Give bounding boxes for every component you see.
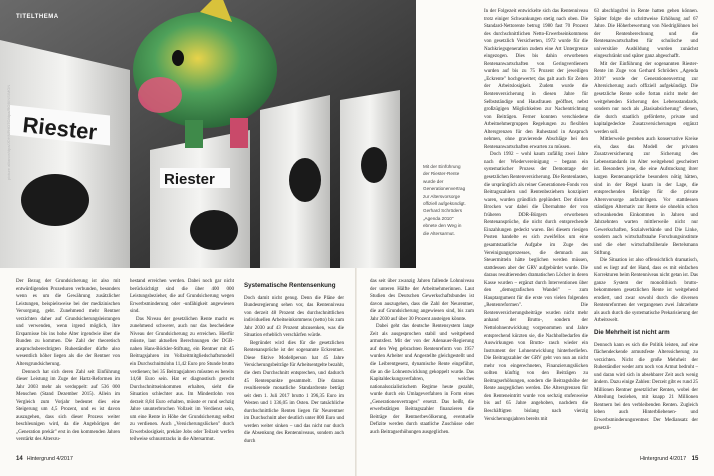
paragraph: Mittlerweile gestehen auch konservative Kreise ein, dass das Modell der privaten Zusatzversicherung zur Sicherung des Lebensstandards im Alter weitgehend gescheitert ist. Besonders jene, die eine Aufstockung ihrer kargen Rentenansprüche besonders nötig hätten, sind in der Regel kaum in der Lage, die entsprechenden Beiträge für die private Altersvorsorge aufzubringen. Vor stattdessen ständigen Alternativ zur Rente sie ohnehin schon schwankenden Einkommen in Jahren und Jahrzehnten warten mittlerweile nicht nur Gewerkschaften, Sozialverbände und Die Linke, sondern auch wirtschaftsnahe Forschungsinstitute und die eher wirtschaftsliberale Bertelsmann Stiftung. bbox=[594, 137, 698, 256]
paragraph: Dennoch kann es sich die Politik leisten, auf eine flächendeckende armutsfeste Alterssicherung zu verzichten. Nicht die große Mehrheit der Ruheständler weder arm noch von Armut bedroht – und daran wird sich in absehbarer Zeit auch wenig ändern. Dazu einige Zahlen: Derzeit gibt es rund 25 Millionen Rentner gesetzlicher Renten, wobei der Abteilung beziehen, mit knapp 21 Millionen Rentnern bei den verbleibenden Renten. Zugleich leben auch Hinterbliebenen- und Erwerbsminderungsrentner. Der Mediansatz der gesetzli- bbox=[594, 342, 698, 431]
paragraph: hestand erreichen werden. Dabei noch gar nicht berücksichtigt sind die über 400 000 Leistungsbezieher, die auf Grundsicherung wegen Erwerbsminderung oder -unfähigkeit angewiesen sind. bbox=[130, 279, 234, 315]
paragraph: Der Bezug der Grundsicherung ist also mit entwürdigenden Prozeduren verbunden, besonders wenn es um die Gewährung zusätzlicher Leistungen, beispielsweise bei der medizinischen Versorgung, geht. Zunehmend mehr Rentner verzichten daher auf Grundsicherungsleistungen und verwenden, wenn irgend möglich, ihre Ersparnisse bis ins hohe Alter irgendwie über die Runden zu kommen. Die Zahl der theoretisch anspruchsberechtigten Ruheständler dürfte also wesentlich höher liegen als die der Rentner von Altersgrundsicherung. bbox=[16, 279, 120, 368]
column-4 bbox=[370, 278, 474, 436]
paragraph: 63 abschlagsfrei in Rente hatten gehen können. Später folgte die schrittweise Erhöhung auf 67 Jahre. Die Höherbewertung von Niedriglöhnen bei der Rentenberechnung und die Rentenanwartschaften für schulische und universitäre Ausbildung wurden zunächst eingeschränkt und später ganz abgeschafft. bbox=[594, 9, 698, 60]
paragraph: Doch damit nicht genug. Denn die Pläne der Bundesregierung sehen vor, das Rentenniveau von derzeit 48 Prozent des durchschnittlichen individuellen Arbeitseinkommens (netto) bis zum Jahr 2030 auf 43 Prozent abzusenken, was die Situation erheblich verschärfen würde. bbox=[244, 295, 344, 339]
cover-photo bbox=[0, 0, 416, 268]
column-5 bbox=[484, 8, 588, 423]
column-1 bbox=[16, 278, 120, 444]
publication-name: Hintergrund 4/2017 bbox=[640, 456, 687, 462]
photo-caption: Mit der Einführung der Riester-Rente wurde der Generationenvertrag zur Altersvorsorge offiziell aufgekündigt. Gerhard Schröders „Agenda 2010" ebnete den Weg in die Altersarmut. bbox=[423, 164, 466, 236]
column-6 bbox=[594, 8, 698, 432]
paragraph: Dennoch hat sich deren Zahl seit Einführung dieser Leistung im Zuge der Hartz-Reformen im Jahr 2003 mehr als verdoppelt: auf 536 000 Menschen (Stand Dezember 2015). Allein im Vergleich zum Vorjahr bedeutet dies eine Steigerung um 4,5 Prozent, und es ist davon auszugehen, dass sich dieser Prozess weiter beschleunigen wird, da die Angehörigen der „Generation prekär" erst in den kommenden Jahren verstärkt des Altersru- bbox=[16, 369, 120, 443]
paragraph: Begründet wird dies für die gesetzlichen Rentenansprüche ist der sogenannte Eckrentner. Diese fiktive Modellperson hat 45 Jahre Versicherungsbeiträge für Arbeitsentgelte bezahlt, die dem Durchschnitt entsprechen, und dadurch 45 Rentenpunkte gesammelt. Die daraus resultierende monatliche Standardrente beträgt seit dem 1. Juli 2017 brutto 1 396,35 Euro im Westen und 1 336,05 im Osten. Der tatsächliche durchschnittliche Renten liegen für Neurentner im Durchschnitt aber deutlich unter 800 Euro und werden weiter sinken – und das nicht nur durch die Absenkung des Rentenniveaus, sondern auch durch bbox=[244, 340, 344, 444]
binder-3 bbox=[260, 95, 330, 268]
paragraph: Dabei geht das deutsche Rentensystem lange Zeit als ausgesprochen stabil und weitgehend armutsfest. Mit der von der Adenauer-Regierung auf den Weg gebrachten Rentenreform von 1957 wurden Arbeiter und Angestellte gleichgestellt und die Leibrentgesetz, dynamische Rente eingeführt, die an die Lohnentwicklung gekoppelt wurde. Das Kapitaldeckungsverfahren, welches nationalsozialistischem Regime heute gezahlt, wurde durch ein Umlageverfahren in Form eines „Generationenvertrages" ersetzt. Das heißt, die erwerbstätigen Beitragszahler finanzieren die Beiträge der Rentnerbevölkerung, eventuelle Defizite werden durch staatliche Zuschüsse oder auch Beitragserhöhungen ausgeglichen. bbox=[370, 324, 474, 435]
paragraph: Mit der Einführung der sogenannten Riester-Rente im Zuge von Gerhard Schröders „Agenda 2010" wurde der Generationenvertrag zur Altersicherung auch offiziell aufgekündigt. Die gesetzliche Rente solle fortan nicht mehr der weitgehenden Sicherung des Lebensstandards, sondern nur noch als „Basisabsicherung" dienen, die durch staatlich geförderte, private und kapitalgedeckte Zusatzversicherungen ergänzt werden soll. bbox=[594, 61, 698, 135]
paragraph: In der Folgezeit entwickelte sich das Rentenniveau trotz einiger Schwankungen stetig nach oben. Die Standard-Nettorente betrug 1980 fast 70 Prozent des durchschnittlichen Netto-Erwerbseinkommens von gesetzlich Versicherten, 1972 wurde für die Nachkriegsgeneration zudem eine Art Untergrenze eingezogen. Dies bis dahin erworbenen Rentenanwartschaften von Geringverdienern wurden auf bis zu 75 Prozent der jeweiligen „Eckrente" hochgewertet; das galt auch für Zeiten der Arbeitslosigkeit. Zudem wurde die Rentenversicherung in diesen Jahre für Selbstständige und Hausfrauen geöffnet, nebst großzügigen Möglichkeiten zur Nachentrichtung von Beiträgen. Ferner konnten verschiedene Arbeitnehmergruppen Regelungen zu flexiblen Altersgrenzen für den Ruhestand in Anspruch nehmen, ohne gravierende Abschläge bei den Rentenanwartschaften erwarten zu müssen. bbox=[484, 9, 588, 150]
section-tag: TITELTHEMA bbox=[16, 14, 59, 20]
binder-label-2: Riester bbox=[164, 171, 215, 188]
publication-name: Hintergrund 4/2017 bbox=[26, 456, 73, 462]
footer-right bbox=[640, 456, 698, 462]
paragraph: Doch 1992 – wohl kaum zufällig zwei Jahre nach der Wiedervereinigung – begann ein systematischer Prozess der Demontage der gesetzlichen Rentenversicherung. Die Rentenlasten, die ursprünglich als reiner Generationen-Fonds von Beitragszahlern und Rentenbeziehern konzipiert waren, wurden gründlich geplündert. Der dickste Brocken war dabei die Übernahme der von früheren DDR-Bürgern erworbenen Rentenansprüche, die nicht durch entsprechende Einzahlungen gedeckt waren. Bei diesem riesigen Posten handelte es sich zweifellos um eine gesamtstaatliche Aufgabe im Zuge des Vereinigungsprozesses, die demnach aus Steuermitteln hätte beglichen werden müssen, stattdessen aber der GRV aufgebürdet wurde. Die daraus resultierenden dramatischen Löcher in deren Kasse wurden – ergänzt durch Interventionen über den „demografischen Wandel" – zum Hauptargument für die erste von vielen folgenden „Rentenreformen". Die Rentenversicherungsbeiträge wurden nicht mehr anhand der Brutto-, sondern der Nettolohnentwicklung vorgenommen und Jahre entsprechend kürzten sie, die Nachholbedarfen die Auswirkungen von Brutto- rasch wieder ein Instrument der Lohnentwicklung hinterherliefen. Die Beitragszahler der GRV geht von nun an nicht mehr von eingerechneten, Finanzierungslücken sollten künftig von den Beiträgen zu Beitragserhöhungen, sondern die Beitragshöhe der Rente ausgeglichen werden. Die Altersgrenzen für den Renteneintritt wurde von sechzig stufenweise bis auf 65 Jahre angehoben, nachdem die Beschäftigten bislang nach vierzig Versicherungsjahren bereits mit bbox=[484, 152, 588, 422]
binders-illustration bbox=[0, 0, 416, 268]
section-heading: Die Mehrheit ist nicht arm bbox=[594, 328, 670, 336]
binder-1 bbox=[0, 40, 130, 268]
binder-2 bbox=[150, 130, 250, 268]
binder-label-1: Riester bbox=[21, 112, 99, 145]
paragraph: das seit über zwanzig Jahren fallende Lohnniveau der unteren Hälfte der Arbeitnehmerinnen. Laut Studien des Deutschen Gewerkschaftsbundes ist davon auszugehen, dass die Zahl der Neurentner, die auf Grundsicherung angewiesen sind, bis zum Jahr 2030 auf über 30 Prozent ansteigen könnte. bbox=[370, 279, 474, 322]
page-number: 15 bbox=[691, 456, 699, 462]
footer-left bbox=[16, 456, 73, 462]
binder-4 bbox=[340, 90, 400, 268]
section-heading: Systematische Rentensenkung bbox=[244, 282, 336, 289]
photo-credit: picture alliance/dpa/JOHNPHOTO/dpa/ROBINSIMON bbox=[6, 84, 11, 180]
column-3 bbox=[244, 278, 344, 445]
paragraph: Das Niveau der gesetzlichen Rente macht es zunehmend schwerer, auch nur das bescheidene Niveau der Grundsicherung zu erreichen. Hierfür müsste, laut aktuellen Berechnungen der DGB-nahen Hans-Böckler-Stiftung, ein Rentner mit 45 Beitragsjahren im Vollzeitmitgliedschaftsmodell ein Durchschnittslohn 11,42 Euro pro Stunde brutto verdienen; bei 35 Beitragsjahren müssten es bereits 14,68 Euro sein. Hat er diagnostisch gerecht Durchschnittseinkommen erhalten, sieht die Situation schlechter aus. Im Mindestlohn von derzeit 8,84 Euro erhalten, müsste er rund sechzig Jahre ununterbrochen Vollzeit im Verdienst sein, um eine Rente in Höhe der Grundsicherung selbst zu verdienen. Auch „Versicherungslücken" durch Erwerbslosigkeit, prekäre Jobs oder Teilzeit werfen teilweise schnurstracks in die Altersarmut. bbox=[130, 316, 234, 443]
page-number: 14 bbox=[16, 456, 23, 462]
column-2 bbox=[130, 278, 234, 444]
paragraph: Die Situation ist also offensichtlich dramatisch, und es liegt auf der Hand, dass es mit einfachen Korrekturen beim Rentenniveau nicht getan ist. Das ganze System der monolithisch brutto-bekommenen gesetzlichen Rente ist weitgehend erodiert, und zwar sowohl durch die diversen Rentenreformen der vergangenen zwei Jahrzehnte als auch durch die systematische Prekarisierung der Arbeitswelt. bbox=[594, 258, 698, 324]
